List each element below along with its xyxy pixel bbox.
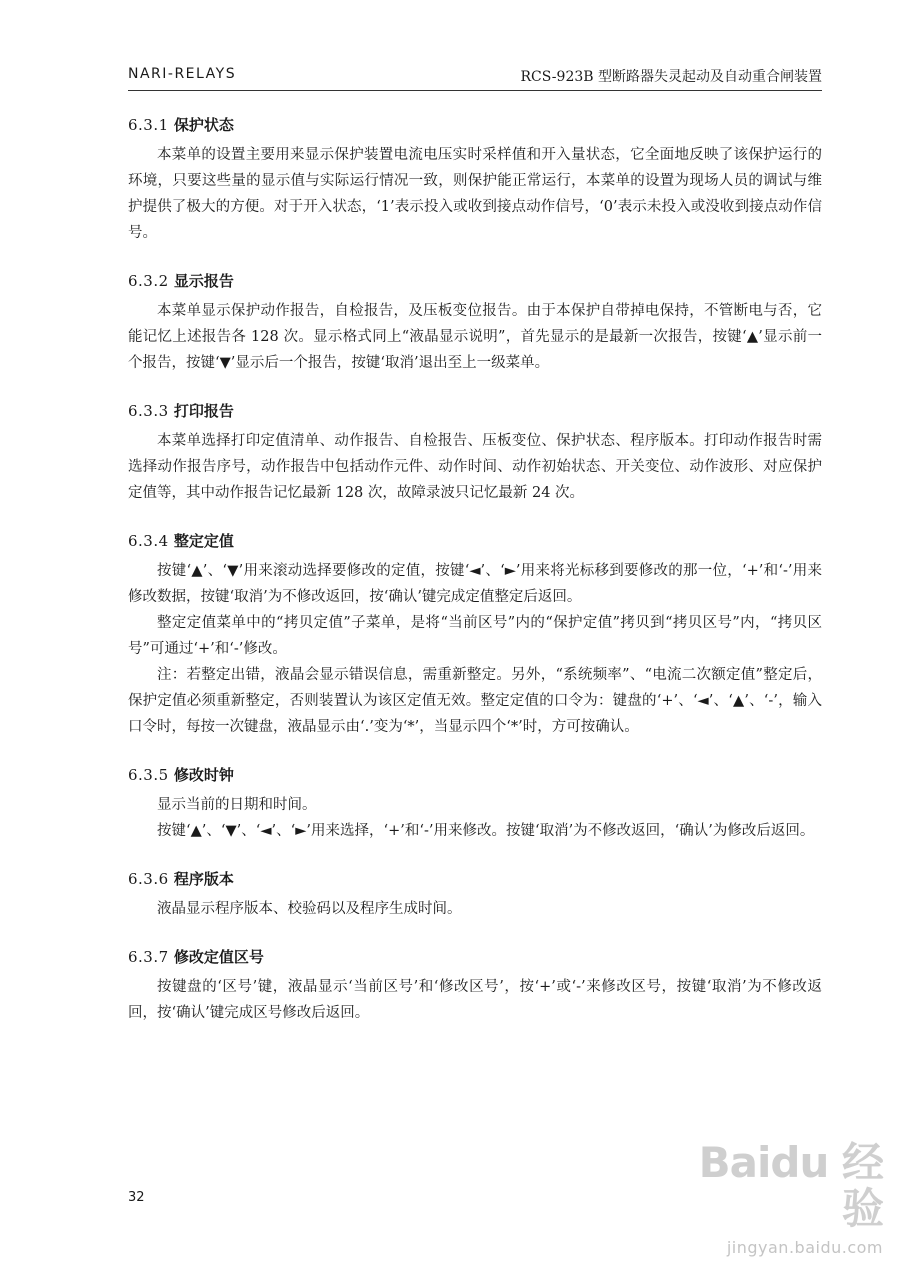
section-heading [128,113,822,137]
section-title: 修改时钟 [173,766,234,784]
paragraph: 注：若整定出错，液晶会显示错误信息，需重新整定。另外，“系统频率”、“电流二次额定值”整定后，保护定值必须重新整定，否则装置认为该区定值无效。整定定值的口令为：键盘的‘+’、‘◄’、‘▲’、‘-’，输入口令时，每按一次键盘，液晶显示由‘.’变为‘*’，当显示四个‘*’时，方可按确认。 [128,667,822,735]
section-number: 6.3.2 [128,272,169,290]
section-title: 整定定值 [173,532,234,550]
section-title: 显示报告 [173,272,234,290]
section-number: 6.3.7 [128,948,169,966]
section-title: 程序版本 [173,870,234,888]
section-number: 6.3.5 [128,766,169,784]
paragraph: 按键盘的‘区号’键，液晶显示‘当前区号’和‘修改区号’，按‘+’或‘-’来修改区号，按键‘取消’为不修改返回，按‘确认’键完成区号修改后返回。 [128,979,822,1021]
paragraph: 本菜单的设置主要用来显示保护装置电流电压实时采样值和开入量状态，它全面地反映了该保护运行的环境，只要这些量的显示值与实际运行情况一致，则保护能正常运行，本菜单的设置为现场人员的调试与维护提供了极大的方便。对于开入状态，‘1’表示投入或收到接点动作信号，‘0’表示未投入或没收到接点动作信号。 [128,147,822,241]
watermark-logo: Baidu 经验 [698,1138,883,1233]
baidu-jingyan-watermark [683,1138,883,1257]
section-6-3-7 [128,945,822,1026]
section-heading [128,763,822,787]
paragraph: 按键‘▲’、‘▼’、‘◄’、‘►’用来选择，‘+’和‘-’用来修改。按键‘取消’为不修改返回，‘确认’为修改后返回。 [157,823,815,839]
paragraph: 显示当前的日期和时间。 [157,797,317,813]
section-6-3-1 [128,113,822,246]
section-heading [128,867,822,891]
section-heading [128,399,822,423]
section-title: 修改定值区号 [173,948,264,966]
page-number: 32 [128,1190,145,1205]
section-number: 6.3.3 [128,402,169,420]
paragraph: 液晶显示程序版本、校验码以及程序生成时间。 [157,901,462,917]
section-heading [128,269,822,293]
section-title: 保护状态 [173,116,234,134]
paragraph: 本菜单显示保护动作报告，自检报告，及压板变位报告。由于本保护自带掉电保持，不管断电与否，它能记忆上述报告各 128 次。显示格式同上“液晶显示说明”，首先显示的是最新一次报告，按键‘▲’显示前一个报告，按键‘▼’显示后一个报告，按键‘取消’退出至上一级菜单。 [128,303,822,371]
section-number: 6.3.6 [128,870,169,888]
section-number: 6.3.1 [128,116,169,134]
header-brand: NARI-RELAYS [128,66,237,82]
section-number: 6.3.4 [128,532,169,550]
watermark-url: jingyan.baidu.com [726,1238,883,1257]
section-6-3-5 [128,763,822,844]
document-body [128,104,822,1026]
section-title: 打印报告 [173,402,234,420]
section-heading [128,529,822,553]
header-document-title: RCS-923B 型断路器失灵起动及自动重合闸装置 [520,69,822,85]
section-6-3-3 [128,399,822,506]
paragraph: 按键‘▲’、‘▼’用来滚动选择要修改的定值，按键‘◄’、‘►’用来将光标移到要修改的那一位，‘+’和‘-’用来修改数据，按键‘取消’为不修改返回，按‘确认’键完成定值整定后返回。 [128,563,822,605]
paragraph: 本菜单选择打印定值清单、动作报告、自检报告、压板变位、保护状态、程序版本。打印动作报告时需选择动作报告序号，动作报告中包括动作元件、动作时间、动作初始状态、开关变位、动作波形、对应保护定值等，其中动作报告记忆最新 128 次，故障录波只记忆最新 24 次。 [128,433,822,501]
section-heading [128,945,822,969]
section-6-3-2 [128,269,822,376]
page-header [128,64,822,91]
paragraph: 整定定值菜单中的“拷贝定值”子菜单，是将“当前区号”内的“保护定值”拷贝到“拷贝区号”内，“拷贝区号”可通过‘+’和‘-’修改。 [128,615,822,657]
section-6-3-6 [128,867,822,922]
section-6-3-4 [128,529,822,740]
